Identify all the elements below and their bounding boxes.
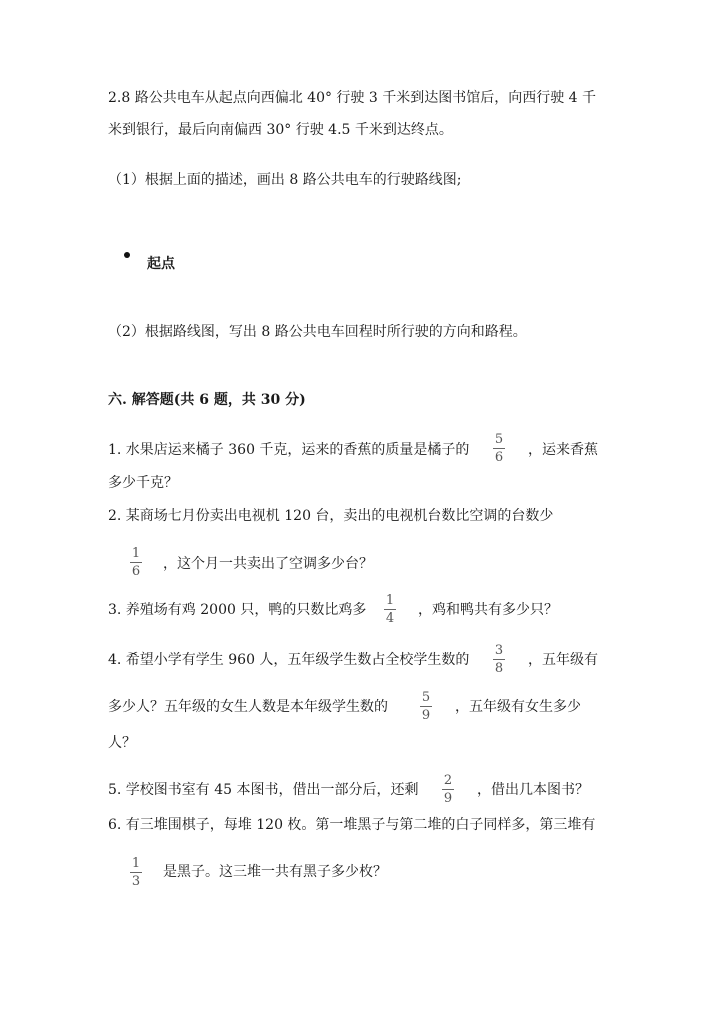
- question-5-fraction: [442, 773, 454, 806]
- fraction-denominator: 3: [131, 874, 141, 889]
- question-4-text-end: 人？: [108, 735, 136, 751]
- question-4-text-line-2: 多少人？五年级的女生人数是本年级学生数的: [108, 699, 388, 715]
- question-5-text-cont: ，借出几本图书？: [477, 782, 589, 798]
- section-title: 六. 解答题(共 6 题，共 30 分): [108, 392, 306, 408]
- fraction-bar: [384, 609, 396, 610]
- fraction-numerator: 5: [494, 432, 504, 447]
- fraction-numerator: 1: [131, 546, 141, 561]
- question-4-fraction-2: [420, 690, 432, 723]
- fraction-bar: [493, 448, 505, 449]
- fraction-bar: [442, 789, 454, 790]
- question-1-text: 1. 水果店运来橘子 360 千克，运来的香蕉的质量是橘子的: [108, 442, 470, 458]
- fraction-numerator: 1: [385, 593, 395, 608]
- question-6-fraction: [130, 856, 142, 889]
- start-point-dot: [124, 252, 130, 258]
- question-4-text: 4. 希望小学有学生 960 人，五年级学生数占全校学生数的: [108, 652, 470, 668]
- question-6-text-cont: 是黑子。这三堆一共有黑子多少枚？: [163, 864, 387, 880]
- start-point-label: 起点: [147, 256, 175, 272]
- problem-2-line-2: 米到银行，最后向南偏西 30° 行驶 4.5 千米到达终点。: [108, 122, 453, 138]
- question-1-fraction: [493, 432, 505, 465]
- question-1-text-end: 多少千克？: [108, 475, 178, 491]
- fraction-denominator: 6: [131, 564, 141, 579]
- fraction-bar: [420, 706, 432, 707]
- fraction-numerator: 1: [131, 856, 141, 871]
- fraction-denominator: 4: [385, 611, 395, 626]
- fraction-numerator: 3: [494, 643, 504, 658]
- problem-2-part-1: （1）根据上面的描述，画出 8 路公共电车的行驶路线图;: [108, 172, 462, 188]
- question-2-text: 2. 某商场七月份卖出电视机 120 台，卖出的电视机台数比空调的台数少: [108, 508, 554, 524]
- question-5-text: 5. 学校图书室有 45 本图书，借出一部分后，还剩: [108, 782, 419, 798]
- fraction-denominator: 9: [421, 708, 431, 723]
- question-3-fraction: [384, 593, 396, 626]
- question-3-text: 3. 养殖场有鸡 2000 只，鸭的只数比鸡多: [108, 602, 367, 618]
- fraction-denominator: 8: [494, 661, 504, 676]
- question-2-fraction: [130, 546, 142, 579]
- fraction-numerator: 2: [443, 773, 453, 788]
- question-2-text-cont: ，这个月一共卖出了空调多少台？: [163, 556, 373, 572]
- question-4-fraction-1: [493, 643, 505, 676]
- question-4-text-line-2-cont: ，五年级有女生多少: [455, 699, 581, 715]
- problem-2-part-2: （2）根据路线图，写出 8 路公共电车回程时所行驶的方向和路程。: [108, 324, 527, 340]
- question-3-text-cont: ，鸡和鸭共有多少只？: [418, 602, 558, 618]
- fraction-denominator: 6: [494, 450, 504, 465]
- problem-2-line-1: 2.8 路公共电车从起点向西偏北 40° 行驶 3 千米到达图书馆后，向西行驶 4 千: [108, 90, 597, 106]
- fraction-bar: [130, 872, 142, 873]
- question-6-text: 6. 有三堆围棋子，每堆 120 枚。第一堆黑子与第二堆的白子同样多，第三堆有: [108, 817, 596, 833]
- fraction-bar: [493, 659, 505, 660]
- question-1-text-cont: ，运来香蕉: [528, 442, 598, 458]
- fraction-denominator: 9: [443, 791, 453, 806]
- fraction-numerator: 5: [421, 690, 431, 705]
- question-4-text-cont: ，五年级有: [528, 652, 598, 668]
- fraction-bar: [130, 562, 142, 563]
